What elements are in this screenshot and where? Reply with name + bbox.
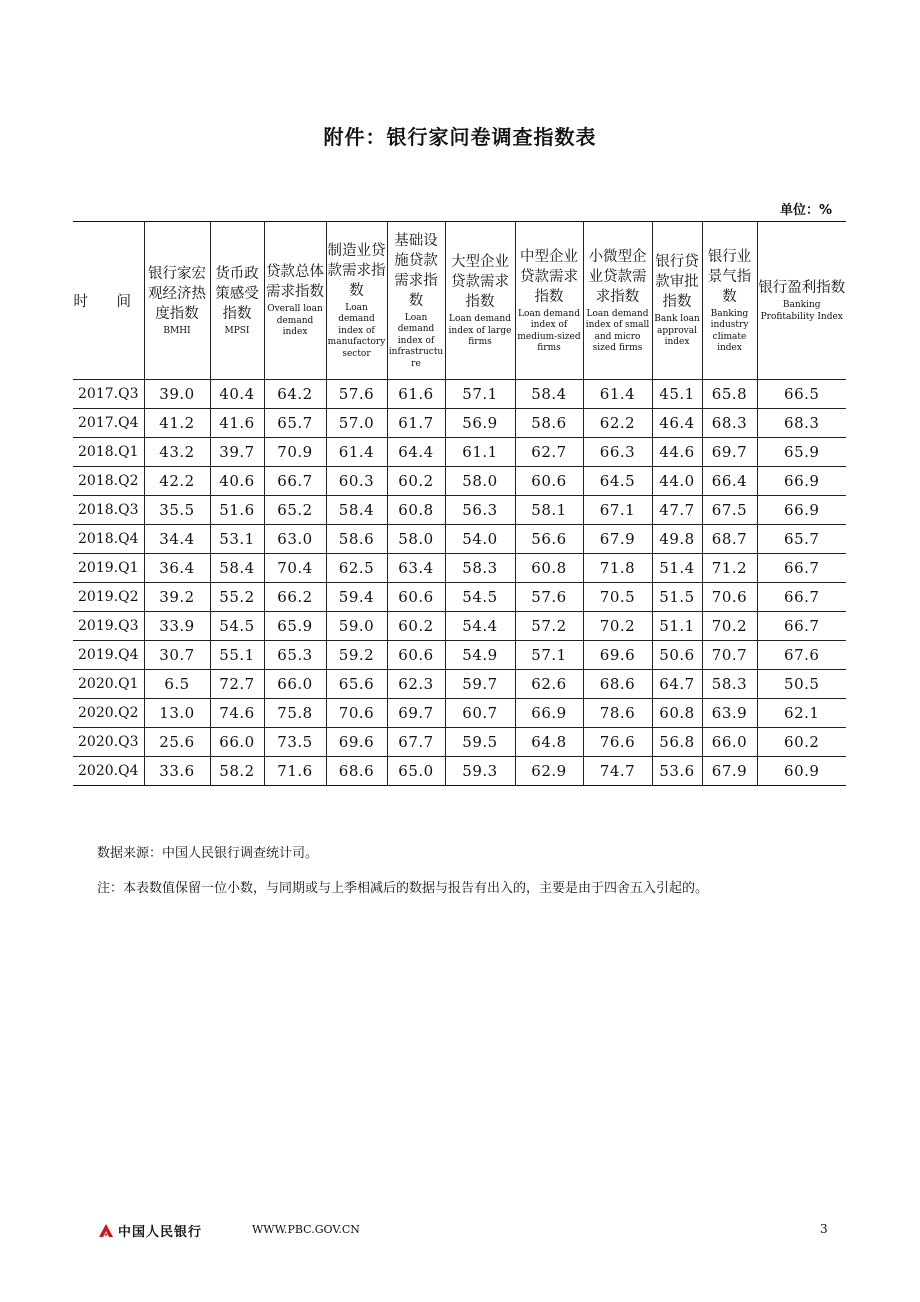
cell-value: 70.7 — [702, 641, 757, 670]
header-en: Banking Profitability Index — [760, 300, 843, 322]
cell-value: 60.3 — [326, 467, 387, 496]
cell-value: 60.7 — [445, 699, 515, 728]
cell-value: 51.4 — [652, 554, 702, 583]
table-body — [73, 380, 846, 786]
cell-value: 55.2 — [210, 583, 264, 612]
cell-value: 59.0 — [326, 612, 387, 641]
cell-value: 53.1 — [210, 525, 264, 554]
cell-value: 70.2 — [583, 612, 652, 641]
cell-value: 78.6 — [583, 699, 652, 728]
cell-value: 59.4 — [326, 583, 387, 612]
header-en: Banking industry climate index — [710, 308, 749, 353]
cell-value: 60.8 — [515, 554, 583, 583]
header-cn: 基础设施贷款需求指数 — [394, 232, 438, 309]
cell-value: 71.8 — [583, 554, 652, 583]
pbc-logo-icon — [98, 1223, 114, 1239]
header-en: Loan demand index of large firms — [448, 314, 512, 348]
header-cn: 制造业贷款需求指数 — [327, 242, 386, 299]
header-en: Bank loan approval index — [654, 314, 700, 348]
table-row — [73, 757, 846, 786]
cell-time: 2019.Q4 — [73, 641, 144, 670]
cell-value: 54.5 — [210, 612, 264, 641]
cell-value: 30.7 — [144, 641, 210, 670]
cell-value: 57.1 — [445, 380, 515, 409]
cell-value: 57.6 — [515, 583, 583, 612]
header-en: Loan demand index of infrastructure — [388, 312, 444, 369]
cell-value: 71.2 — [702, 554, 757, 583]
cell-value: 69.7 — [387, 699, 445, 728]
cell-value: 60.2 — [387, 467, 445, 496]
header-cell — [583, 222, 652, 380]
index-table — [73, 221, 846, 786]
header-cn: 小微型企业贷款需求指数 — [588, 248, 647, 305]
table-row — [73, 409, 846, 438]
cell-value: 75.8 — [264, 699, 326, 728]
header-cell — [757, 222, 846, 380]
cell-value: 66.5 — [757, 380, 846, 409]
data-source: 数据来源：中国人民银行调查统计司。 — [97, 846, 319, 861]
cell-value: 35.5 — [144, 496, 210, 525]
cell-value: 60.2 — [387, 612, 445, 641]
cell-value: 66.4 — [702, 467, 757, 496]
cell-value: 58.0 — [445, 467, 515, 496]
cell-value: 74.7 — [583, 757, 652, 786]
header-cn: 银行贷款审批指数 — [655, 254, 699, 311]
cell-value: 40.6 — [210, 467, 264, 496]
cell-value: 62.7 — [515, 438, 583, 467]
cell-value: 45.1 — [652, 380, 702, 409]
cell-value: 44.0 — [652, 467, 702, 496]
header-cell — [515, 222, 583, 380]
cell-value: 64.2 — [264, 380, 326, 409]
cell-value: 66.9 — [515, 699, 583, 728]
table-row — [73, 525, 846, 554]
cell-value: 62.5 — [326, 554, 387, 583]
cell-value: 62.3 — [387, 670, 445, 699]
cell-value: 62.1 — [757, 699, 846, 728]
cell-value: 61.7 — [387, 409, 445, 438]
cell-value: 64.4 — [387, 438, 445, 467]
cell-value: 51.5 — [652, 583, 702, 612]
cell-time: 2020.Q2 — [73, 699, 144, 728]
table-row — [73, 728, 846, 757]
cell-value: 49.8 — [652, 525, 702, 554]
cell-value: 58.1 — [515, 496, 583, 525]
cell-value: 39.0 — [144, 380, 210, 409]
header-time-label: 时 间 — [73, 294, 144, 310]
cell-value: 58.6 — [515, 409, 583, 438]
cell-value: 56.8 — [652, 728, 702, 757]
cell-value: 65.7 — [757, 525, 846, 554]
cell-value: 56.3 — [445, 496, 515, 525]
cell-value: 59.2 — [326, 641, 387, 670]
cell-value: 66.7 — [264, 467, 326, 496]
cell-value: 63.9 — [702, 699, 757, 728]
cell-value: 62.2 — [583, 409, 652, 438]
header-cell — [210, 222, 264, 380]
cell-value: 69.7 — [702, 438, 757, 467]
header-cell — [144, 222, 210, 380]
cell-value: 41.6 — [210, 409, 264, 438]
cell-value: 57.1 — [515, 641, 583, 670]
cell-value: 70.4 — [264, 554, 326, 583]
cell-value: 63.4 — [387, 554, 445, 583]
cell-value: 56.6 — [515, 525, 583, 554]
table-row — [73, 699, 846, 728]
cell-value: 50.5 — [757, 670, 846, 699]
cell-value: 68.3 — [702, 409, 757, 438]
cell-value: 33.6 — [144, 757, 210, 786]
cell-value: 62.9 — [515, 757, 583, 786]
cell-value: 43.2 — [144, 438, 210, 467]
header-en: MPSI — [224, 325, 250, 336]
header-cell — [445, 222, 515, 380]
cell-time: 2018.Q2 — [73, 467, 144, 496]
cell-value: 65.6 — [326, 670, 387, 699]
cell-value: 65.7 — [264, 409, 326, 438]
header-cell — [264, 222, 326, 380]
cell-time: 2020.Q1 — [73, 670, 144, 699]
page-title: 附件：银行家问卷调查指数表 — [323, 125, 597, 149]
header-en: Loan demand index of small and micro sized firms — [585, 308, 650, 353]
cell-value: 51.1 — [652, 612, 702, 641]
header-time — [73, 222, 144, 380]
cell-time: 2019.Q2 — [73, 583, 144, 612]
cell-value: 66.7 — [757, 583, 846, 612]
cell-value: 44.6 — [652, 438, 702, 467]
header-cell — [652, 222, 702, 380]
cell-value: 69.6 — [583, 641, 652, 670]
footnote: 注：本表数值保留一位小数，与同期或与上季相减后的数据与报告有出入的，主要是由于四舍五入引起的。 — [97, 881, 709, 896]
table-row — [73, 554, 846, 583]
cell-value: 65.9 — [264, 612, 326, 641]
cell-value: 58.0 — [387, 525, 445, 554]
cell-value: 58.4 — [210, 554, 264, 583]
cell-value: 54.5 — [445, 583, 515, 612]
table-row — [73, 670, 846, 699]
cell-value: 66.0 — [702, 728, 757, 757]
cell-value: 66.7 — [757, 554, 846, 583]
cell-time: 2018.Q1 — [73, 438, 144, 467]
cell-value: 39.2 — [144, 583, 210, 612]
cell-value: 70.6 — [702, 583, 757, 612]
cell-value: 65.8 — [702, 380, 757, 409]
cell-value: 54.0 — [445, 525, 515, 554]
cell-value: 57.6 — [326, 380, 387, 409]
header-cn: 银行家宏观经济热度指数 — [148, 265, 206, 322]
header-cn: 中型企业贷款需求指数 — [520, 248, 578, 305]
cell-value: 70.6 — [326, 699, 387, 728]
cell-value: 55.1 — [210, 641, 264, 670]
table-row — [73, 612, 846, 641]
table-row — [73, 438, 846, 467]
cell-value: 58.3 — [445, 554, 515, 583]
cell-value: 54.4 — [445, 612, 515, 641]
cell-value: 71.6 — [264, 757, 326, 786]
header-cell — [387, 222, 445, 380]
cell-value: 40.4 — [210, 380, 264, 409]
header-cn: 大型企业贷款需求指数 — [451, 254, 509, 311]
cell-value: 67.9 — [702, 757, 757, 786]
cell-value: 54.9 — [445, 641, 515, 670]
cell-value: 6.5 — [144, 670, 210, 699]
cell-value: 70.9 — [264, 438, 326, 467]
cell-value: 76.6 — [583, 728, 652, 757]
cell-value: 59.3 — [445, 757, 515, 786]
cell-value: 66.2 — [264, 583, 326, 612]
cell-value: 61.6 — [387, 380, 445, 409]
table-row — [73, 380, 846, 409]
cell-time: 2019.Q3 — [73, 612, 144, 641]
cell-value: 33.9 — [144, 612, 210, 641]
header-cn: 银行盈利指数 — [758, 280, 846, 296]
cell-value: 66.7 — [757, 612, 846, 641]
cell-value: 61.4 — [583, 380, 652, 409]
cell-value: 68.6 — [583, 670, 652, 699]
table-row — [73, 583, 846, 612]
cell-value: 61.1 — [445, 438, 515, 467]
cell-time: 2017.Q4 — [73, 409, 144, 438]
cell-value: 60.6 — [515, 467, 583, 496]
cell-value: 66.9 — [757, 496, 846, 525]
cell-value: 36.4 — [144, 554, 210, 583]
cell-value: 68.7 — [702, 525, 757, 554]
cell-value: 61.4 — [326, 438, 387, 467]
cell-value: 13.0 — [144, 699, 210, 728]
cell-value: 42.2 — [144, 467, 210, 496]
cell-time: 2020.Q3 — [73, 728, 144, 757]
cell-value: 47.7 — [652, 496, 702, 525]
footer-bank-name: 中国人民银行 — [118, 1225, 203, 1240]
unit-label: 单位：% — [779, 203, 832, 218]
cell-value: 68.3 — [757, 409, 846, 438]
cell-value: 67.1 — [583, 496, 652, 525]
footer-logo — [98, 1221, 202, 1240]
header-en: Loan demand index of manufactory sector — [327, 302, 386, 359]
cell-value: 53.6 — [652, 757, 702, 786]
cell-value: 50.6 — [652, 641, 702, 670]
cell-time: 2020.Q4 — [73, 757, 144, 786]
cell-value: 62.6 — [515, 670, 583, 699]
cell-value: 58.3 — [702, 670, 757, 699]
cell-value: 74.6 — [210, 699, 264, 728]
cell-value: 64.8 — [515, 728, 583, 757]
cell-value: 57.2 — [515, 612, 583, 641]
cell-value: 51.6 — [210, 496, 264, 525]
cell-time: 2018.Q3 — [73, 496, 144, 525]
cell-value: 58.6 — [326, 525, 387, 554]
cell-value: 70.5 — [583, 583, 652, 612]
cell-value: 57.0 — [326, 409, 387, 438]
cell-value: 66.0 — [264, 670, 326, 699]
cell-value: 58.2 — [210, 757, 264, 786]
table-header-row — [73, 222, 846, 380]
cell-value: 41.2 — [144, 409, 210, 438]
cell-value: 73.5 — [264, 728, 326, 757]
cell-value: 66.0 — [210, 728, 264, 757]
cell-value: 64.5 — [583, 467, 652, 496]
cell-time: 2019.Q1 — [73, 554, 144, 583]
header-en: BMHI — [163, 325, 191, 336]
cell-value: 25.6 — [144, 728, 210, 757]
cell-value: 60.6 — [387, 641, 445, 670]
cell-value: 67.9 — [583, 525, 652, 554]
cell-value: 46.4 — [652, 409, 702, 438]
cell-value: 59.5 — [445, 728, 515, 757]
header-cell — [326, 222, 387, 380]
cell-value: 58.4 — [515, 380, 583, 409]
cell-value: 65.2 — [264, 496, 326, 525]
cell-value: 65.3 — [264, 641, 326, 670]
cell-value: 34.4 — [144, 525, 210, 554]
header-cn: 银行业景气指数 — [707, 248, 752, 305]
cell-value: 72.7 — [210, 670, 264, 699]
header-cn: 货币政策感受指数 — [215, 265, 259, 322]
cell-value: 65.9 — [757, 438, 846, 467]
cell-time: 2018.Q4 — [73, 525, 144, 554]
header-en: Overall loan demand index — [267, 304, 323, 338]
cell-value: 68.6 — [326, 757, 387, 786]
cell-value: 39.7 — [210, 438, 264, 467]
cell-value: 67.7 — [387, 728, 445, 757]
table-row — [73, 467, 846, 496]
cell-value: 60.8 — [652, 699, 702, 728]
cell-value: 63.0 — [264, 525, 326, 554]
cell-time: 2017.Q3 — [73, 380, 144, 409]
header-cn: 贷款总体需求指数 — [266, 264, 324, 301]
cell-value: 60.8 — [387, 496, 445, 525]
header-cell — [702, 222, 757, 380]
cell-value: 59.7 — [445, 670, 515, 699]
cell-value: 66.9 — [757, 467, 846, 496]
cell-value: 58.4 — [326, 496, 387, 525]
cell-value: 70.2 — [702, 612, 757, 641]
cell-value: 60.9 — [757, 757, 846, 786]
footer-url[interactable]: WWW.PBC.GOV.CN — [252, 1223, 360, 1236]
cell-value: 67.6 — [757, 641, 846, 670]
header-en: Loan demand index of medium-sized firms — [517, 308, 581, 353]
table-row — [73, 496, 846, 525]
cell-value: 60.2 — [757, 728, 846, 757]
cell-value: 60.6 — [387, 583, 445, 612]
cell-value: 56.9 — [445, 409, 515, 438]
table-row — [73, 641, 846, 670]
cell-value: 69.6 — [326, 728, 387, 757]
cell-value: 66.3 — [583, 438, 652, 467]
page-number: 3 — [820, 1222, 828, 1236]
cell-value: 65.0 — [387, 757, 445, 786]
cell-value: 64.7 — [652, 670, 702, 699]
cell-value: 67.5 — [702, 496, 757, 525]
